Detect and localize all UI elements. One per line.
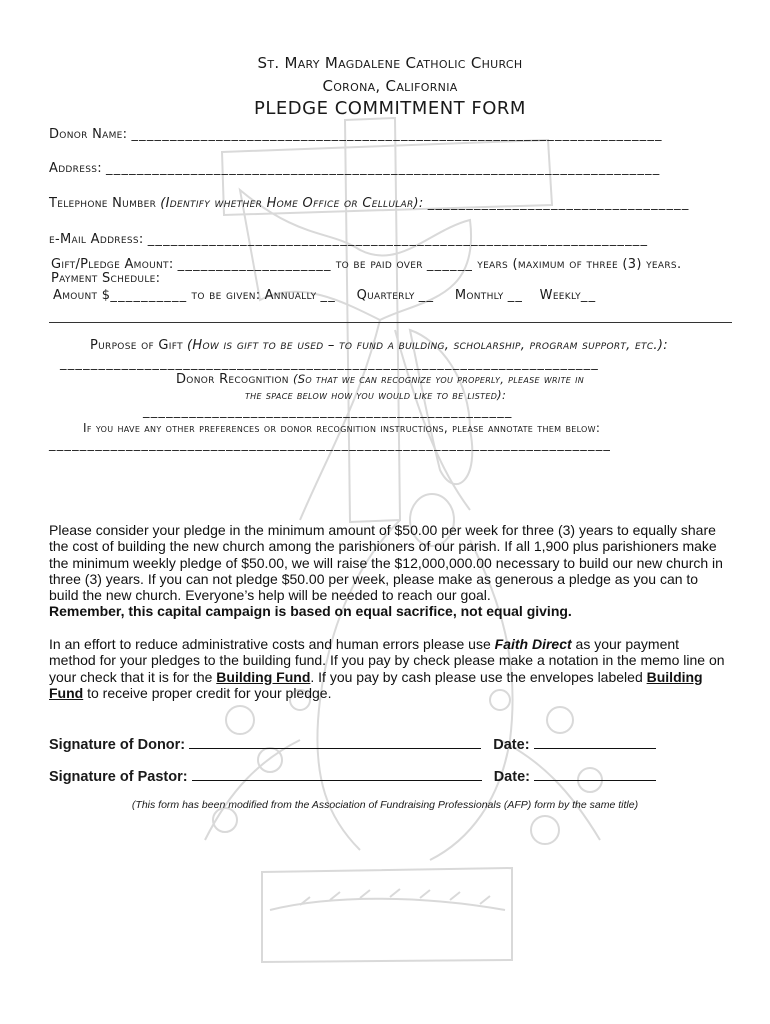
weekly-field[interactable]: __	[580, 288, 597, 303]
recognition-hint-line2: the space below how you would like to be listed):	[245, 388, 507, 402]
payment-text-2: as your payment method for your pledges to the building fund. If you pay by check please make a notation in the memo line on your check that it is for the	[49, 636, 725, 685]
monthly-field[interactable]: __	[507, 288, 524, 303]
pastor-signature-field[interactable]	[192, 766, 482, 781]
form-title: PLEDGE COMMITMENT FORM	[254, 98, 526, 119]
donor-signature-row	[49, 734, 656, 753]
payment-text-3: . If you pay by cash please use the envelopes labeled	[310, 668, 647, 685]
email-row	[49, 232, 648, 247]
church-location: Corona, California	[322, 77, 458, 95]
pledge-explanation-text: Please consider your pledge in the minimum amount of $50.00 per week for three (3) years to equally share the cost of building the new church among the parishioners of our parish. If all 1,900 plus parishioners make the minimum weekly pledge of $50.00, we will raise the $12,000,000.00 necessary to build our new church in three (3) years. If you can not pledge $50.00 per week, please make as generous a pledge as you can to build the new church. Everyone’s help will be needed to reach our goal.	[49, 522, 723, 604]
address-label: Address:	[49, 161, 102, 176]
address-row	[49, 161, 660, 176]
purpose-row	[90, 338, 668, 353]
building-fund-text-2: Building Fund	[49, 668, 703, 701]
pledge-explanation	[49, 522, 729, 620]
payment-text-1: In an effort to reduce administrative costs and human errors please use	[49, 636, 495, 652]
recognition-row	[176, 372, 584, 387]
years-field[interactable]: ______	[426, 257, 474, 272]
monthly-option: Monthly	[454, 288, 504, 303]
annually-option: Annually	[264, 288, 317, 303]
recognition-field[interactable]: ________________________________________________	[143, 404, 513, 419]
annually-field[interactable]: __	[320, 288, 336, 303]
paid-over-label: to be paid over	[335, 257, 423, 272]
preferences-label: If you have any other preferences or donor recognition instructions, please annotate them below:	[83, 421, 601, 435]
donor-name-label: Donor Name:	[49, 127, 128, 142]
pastor-date-field[interactable]	[534, 766, 656, 781]
purpose-label: Purpose of Gift	[90, 338, 183, 353]
faith-direct-text: Faith Direct	[494, 636, 572, 652]
quarterly-option: Quarterly	[356, 288, 415, 303]
donor-date-field[interactable]	[534, 734, 656, 749]
church-name: St. Mary Magdalene Catholic Church	[257, 54, 523, 72]
pastor-date-label: Date:	[493, 769, 530, 785]
pledge-emphasis: Remember, this capital campaign is based on equal sacrifice, not equal giving.	[49, 603, 572, 620]
donor-date-label: Date:	[493, 737, 530, 753]
gift-amount-row	[51, 257, 681, 272]
preferences-field[interactable]: _________________________________________________________________________	[49, 437, 612, 452]
gift-amount-label: Gift/Pledge Amount:	[51, 257, 174, 272]
payment-text-4: to receive proper credit for your pledge.	[83, 684, 332, 701]
telephone-row	[49, 196, 690, 211]
donor-signature-label: Signature of Donor:	[49, 737, 186, 753]
payment-schedule-label: Payment Schedule:	[51, 271, 161, 286]
telephone-label: Telephone Number	[49, 196, 157, 211]
purpose-field[interactable]: ______________________________________________________________________	[60, 356, 599, 371]
building-fund-text-1: Building Fund	[216, 668, 311, 685]
section-divider	[49, 322, 732, 323]
payment-instructions	[49, 636, 729, 701]
gift-amount-field[interactable]: ____________________	[177, 257, 332, 272]
quarterly-field[interactable]: __	[418, 288, 435, 303]
weekly-option: Weekly	[539, 288, 581, 303]
donor-signature-field[interactable]	[189, 734, 481, 749]
telephone-hint: (Identify whether Home Office or Cellular):	[160, 196, 424, 211]
purpose-hint: (How is gift to be used – to fund a building, scholarship, program support, etc.):	[187, 338, 668, 353]
telephone-field[interactable]: __________________________________	[427, 196, 690, 211]
to-be-given-label: to be given:	[191, 288, 261, 303]
pastor-signature-row	[49, 766, 656, 785]
address-field[interactable]: ________________________________________________________________________	[106, 161, 661, 176]
amount-field[interactable]: __________	[110, 288, 188, 303]
email-label: e-Mail Address:	[49, 232, 144, 247]
donor-name-row	[49, 127, 663, 142]
footnote: (This form has been modified from the Association of Fundraising Professionals (AFP) form by the same title)	[131, 799, 639, 811]
payment-schedule-row	[53, 288, 596, 303]
amount-label: Amount $	[53, 288, 111, 303]
recognition-label: Donor Recognition	[176, 372, 289, 387]
years-max-label: years (maximum of three (3) years.	[477, 257, 682, 272]
donor-name-field[interactable]: _____________________________________________________________________	[131, 127, 663, 142]
email-field[interactable]: _________________________________________________________________	[147, 232, 649, 247]
pastor-signature-label: Signature of Pastor:	[49, 769, 188, 785]
recognition-hint-line1: (So that we can recognize you properly, please write in	[292, 372, 585, 386]
